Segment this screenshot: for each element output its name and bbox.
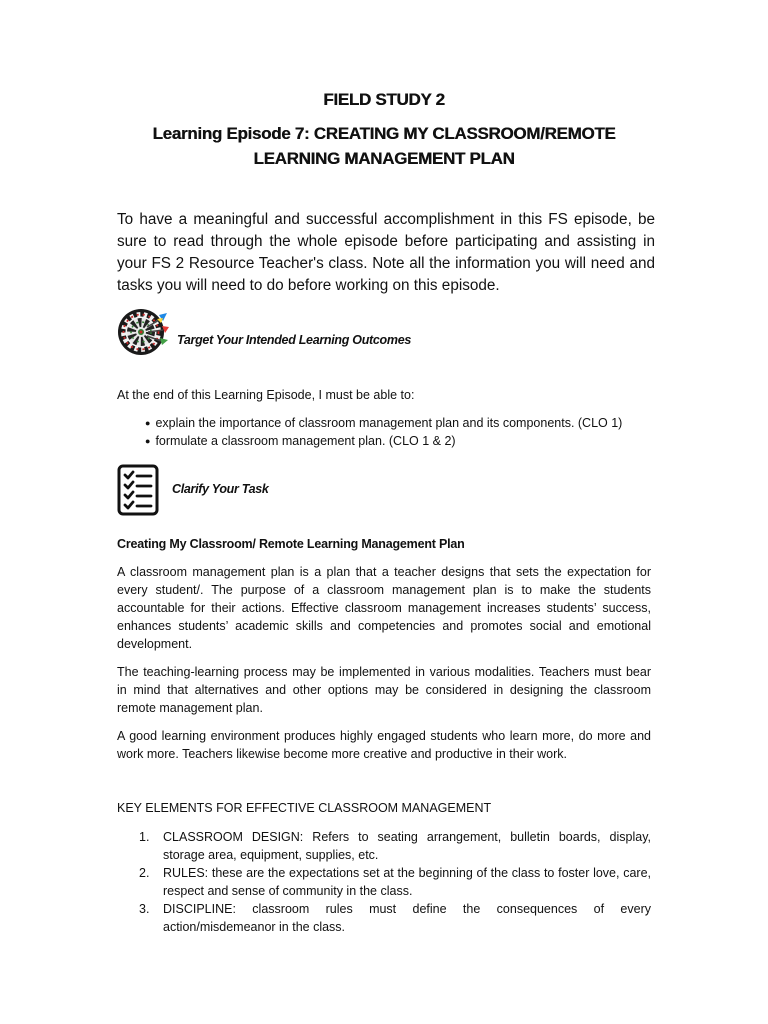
outcome-text: explain the importance of classroom management plan and its components. (CLO 1) — [155, 416, 623, 430]
item-text: DISCIPLINE: classroom rules must define the consequences of every action/misdemeanor in the class. — [163, 902, 651, 934]
item-number: 3. — [139, 902, 150, 916]
episode-title-line-1: Learning Episode 7: CREATING MY CLASSROOM/REMOTE — [152, 124, 616, 143]
checklist-icon — [117, 464, 161, 516]
outcome-text: formulate a classroom management plan. (CLO 1 & 2) — [155, 434, 456, 448]
dartboard-icon — [117, 305, 169, 357]
outcomes-list — [145, 414, 622, 450]
clarify-task-label: Clarify Your Task — [172, 482, 269, 496]
outcomes-lead: At the end of this Learning Episode, I must be able to: — [117, 388, 415, 402]
course-title: FIELD STUDY 2 — [323, 90, 445, 109]
list-item — [145, 414, 622, 432]
item-text: CLASSROOM DESIGN: Refers to seating arrangement, bulletin boards, display, storage area, equipment, supplies, etc. — [163, 830, 651, 862]
item-number: 2. — [139, 866, 150, 880]
item-text: RULES: these are the expectations set at the beginning of the class to foster love, care, respect and sense of community in the class. — [163, 866, 651, 898]
episode-title-line-2: LEARNING MANAGEMENT PLAN — [253, 149, 515, 168]
list-item — [117, 828, 651, 864]
list-item — [117, 864, 651, 900]
list-item — [117, 900, 651, 936]
item-number: 1. — [139, 830, 150, 844]
target-outcomes-label: Target Your Intended Learning Outcomes — [177, 333, 412, 347]
key-elements-list — [117, 828, 651, 936]
list-item — [145, 432, 622, 450]
section-subheading: Creating My Classroom/ Remote Learning Management Plan — [117, 537, 465, 551]
body-paragraph: A classroom management plan is a plan that a teacher designs that sets the expectation for every student/. The purpose of a classroom management plan is to make the students accountable for their actions. Effective classroom management increases students’ success, enhances students’ academic skills and competencies and promotes social and emotional development. — [117, 565, 651, 651]
body-paragraph: A good learning environment produces highly engaged students who learn more, do more and work more. Teachers likewise become more creative and productive in their work. — [117, 729, 651, 761]
body-paragraph: The teaching-learning process may be implemented in various modalities. Teachers must bear in mind that alternatives and other options may be considered in designing the classroom remote management plan. — [117, 665, 651, 715]
intro-paragraph: To have a meaningful and successful accomplishment in this FS episode, be sure to read through the whole episode before participating and assisting in your FS 2 Resource Teacher's class. Note all the information you will need and tasks you will need to do before working on this episode. — [117, 211, 655, 294]
key-elements-heading: KEY ELEMENTS FOR EFFECTIVE CLASSROOM MANAGEMENT — [117, 801, 492, 815]
